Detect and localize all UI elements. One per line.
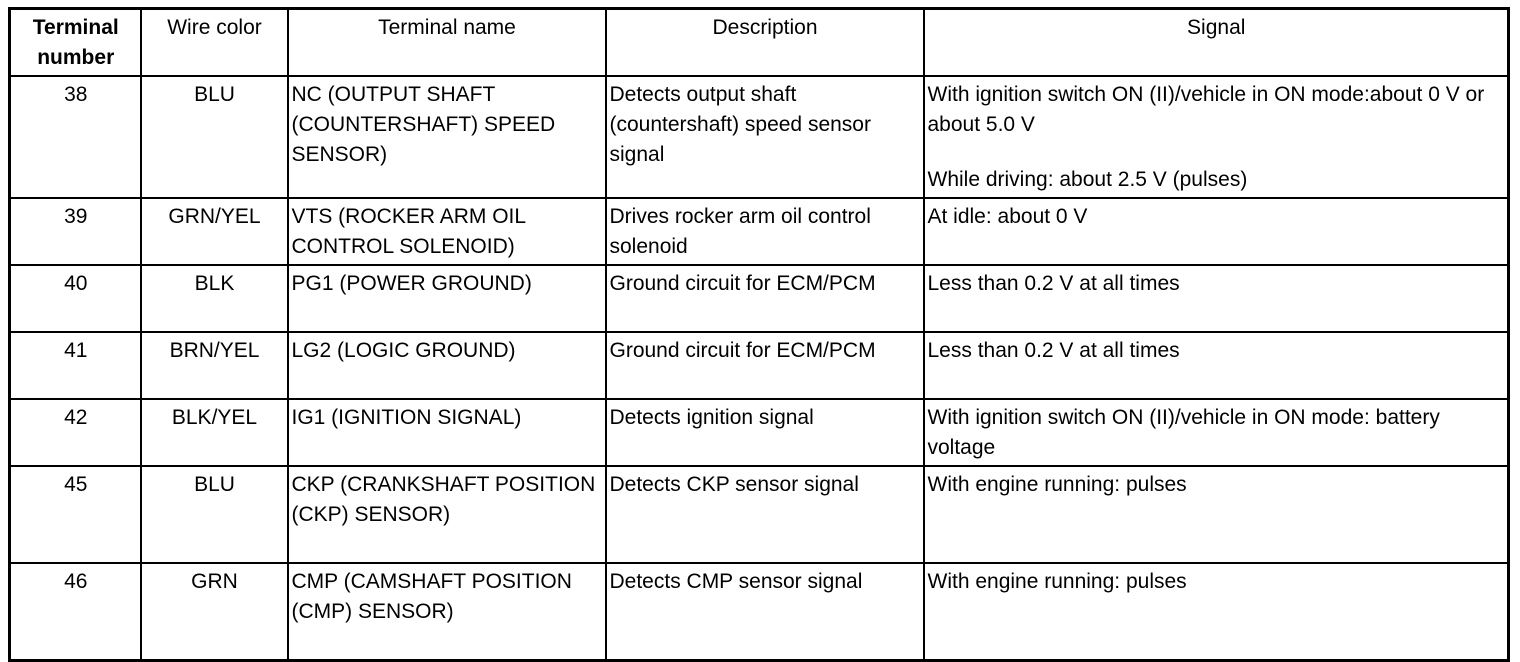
signal-line: With engine running: pulses xyxy=(927,570,1187,593)
terminal-number: 46 xyxy=(10,563,141,660)
wire-color: BLK/YEL xyxy=(141,399,288,466)
description: Detects ignition signal xyxy=(606,399,924,466)
terminal-name: CKP (CRANKSHAFT POSITION (CKP) SENSOR) xyxy=(288,466,606,563)
signal xyxy=(924,466,1509,563)
signal-line: Less than 0.2 V at all times xyxy=(927,339,1180,362)
table-row xyxy=(10,466,1509,563)
header-description: Description xyxy=(606,9,924,77)
wire-color: BLK xyxy=(141,265,288,332)
signal-line: Less than 0.2 V at all times xyxy=(927,272,1180,295)
signal xyxy=(924,332,1509,399)
terminal-number: 42 xyxy=(10,399,141,466)
terminal-number: 39 xyxy=(10,198,141,265)
header-terminal-name: Terminal name xyxy=(288,9,606,77)
wire-color: BLU xyxy=(141,466,288,563)
table-row xyxy=(10,563,1509,660)
table-row xyxy=(10,332,1509,399)
description: Drives rocker arm oil control solenoid xyxy=(606,198,924,265)
terminal-number: 38 xyxy=(10,76,141,198)
header-terminal-number: Terminal number xyxy=(10,9,141,77)
terminal-name: VTS (ROCKER ARM OIL CONTROL SOLENOID) xyxy=(288,198,606,265)
wire-color: GRN xyxy=(141,563,288,660)
wire-color: BRN/YEL xyxy=(141,332,288,399)
table-row xyxy=(10,76,1509,198)
signal-line: With ignition switch ON (II)/vehicle in ON mode: battery voltage xyxy=(927,406,1440,459)
signal-line: With ignition switch ON (II)/vehicle in ON mode:about 0 V or about 5.0 V xyxy=(927,83,1485,136)
signal xyxy=(924,198,1509,265)
header-signal: Signal xyxy=(924,9,1509,77)
terminal-table xyxy=(8,7,1510,662)
table-row xyxy=(10,198,1509,265)
header-row xyxy=(10,9,1509,77)
terminal-name: IG1 (IGNITION SIGNAL) xyxy=(288,399,606,466)
header-wire-color: Wire color xyxy=(141,9,288,77)
terminal-name: PG1 (POWER GROUND) xyxy=(288,265,606,332)
terminal-name: LG2 (LOGIC GROUND) xyxy=(288,332,606,399)
description: Ground circuit for ECM/PCM xyxy=(606,332,924,399)
terminal-number: 45 xyxy=(10,466,141,563)
signal xyxy=(924,265,1509,332)
description: Detects CKP sensor signal xyxy=(606,466,924,563)
terminal-number: 41 xyxy=(10,332,141,399)
signal-line: With engine running: pulses xyxy=(927,473,1187,496)
terminal-name: NC (OUTPUT SHAFT (COUNTERSHAFT) SPEED SENSOR) xyxy=(288,76,606,198)
terminal-number: 40 xyxy=(10,265,141,332)
description: Detects output shaft (countershaft) speed sensor signal xyxy=(606,76,924,198)
description: Ground circuit for ECM/PCM xyxy=(606,265,924,332)
signal xyxy=(924,399,1509,466)
signal xyxy=(924,76,1509,198)
description: Detects CMP sensor signal xyxy=(606,563,924,660)
terminal-name: CMP (CAMSHAFT POSITION (CMP) SENSOR) xyxy=(288,563,606,660)
table-row xyxy=(10,265,1509,332)
signal-line: At idle: about 0 V xyxy=(927,205,1088,228)
signal xyxy=(924,563,1509,660)
wire-color: BLU xyxy=(141,76,288,198)
signal-line: While driving: about 2.5 V (pulses) xyxy=(927,168,1248,191)
wire-color: GRN/YEL xyxy=(141,198,288,265)
table-row xyxy=(10,399,1509,466)
